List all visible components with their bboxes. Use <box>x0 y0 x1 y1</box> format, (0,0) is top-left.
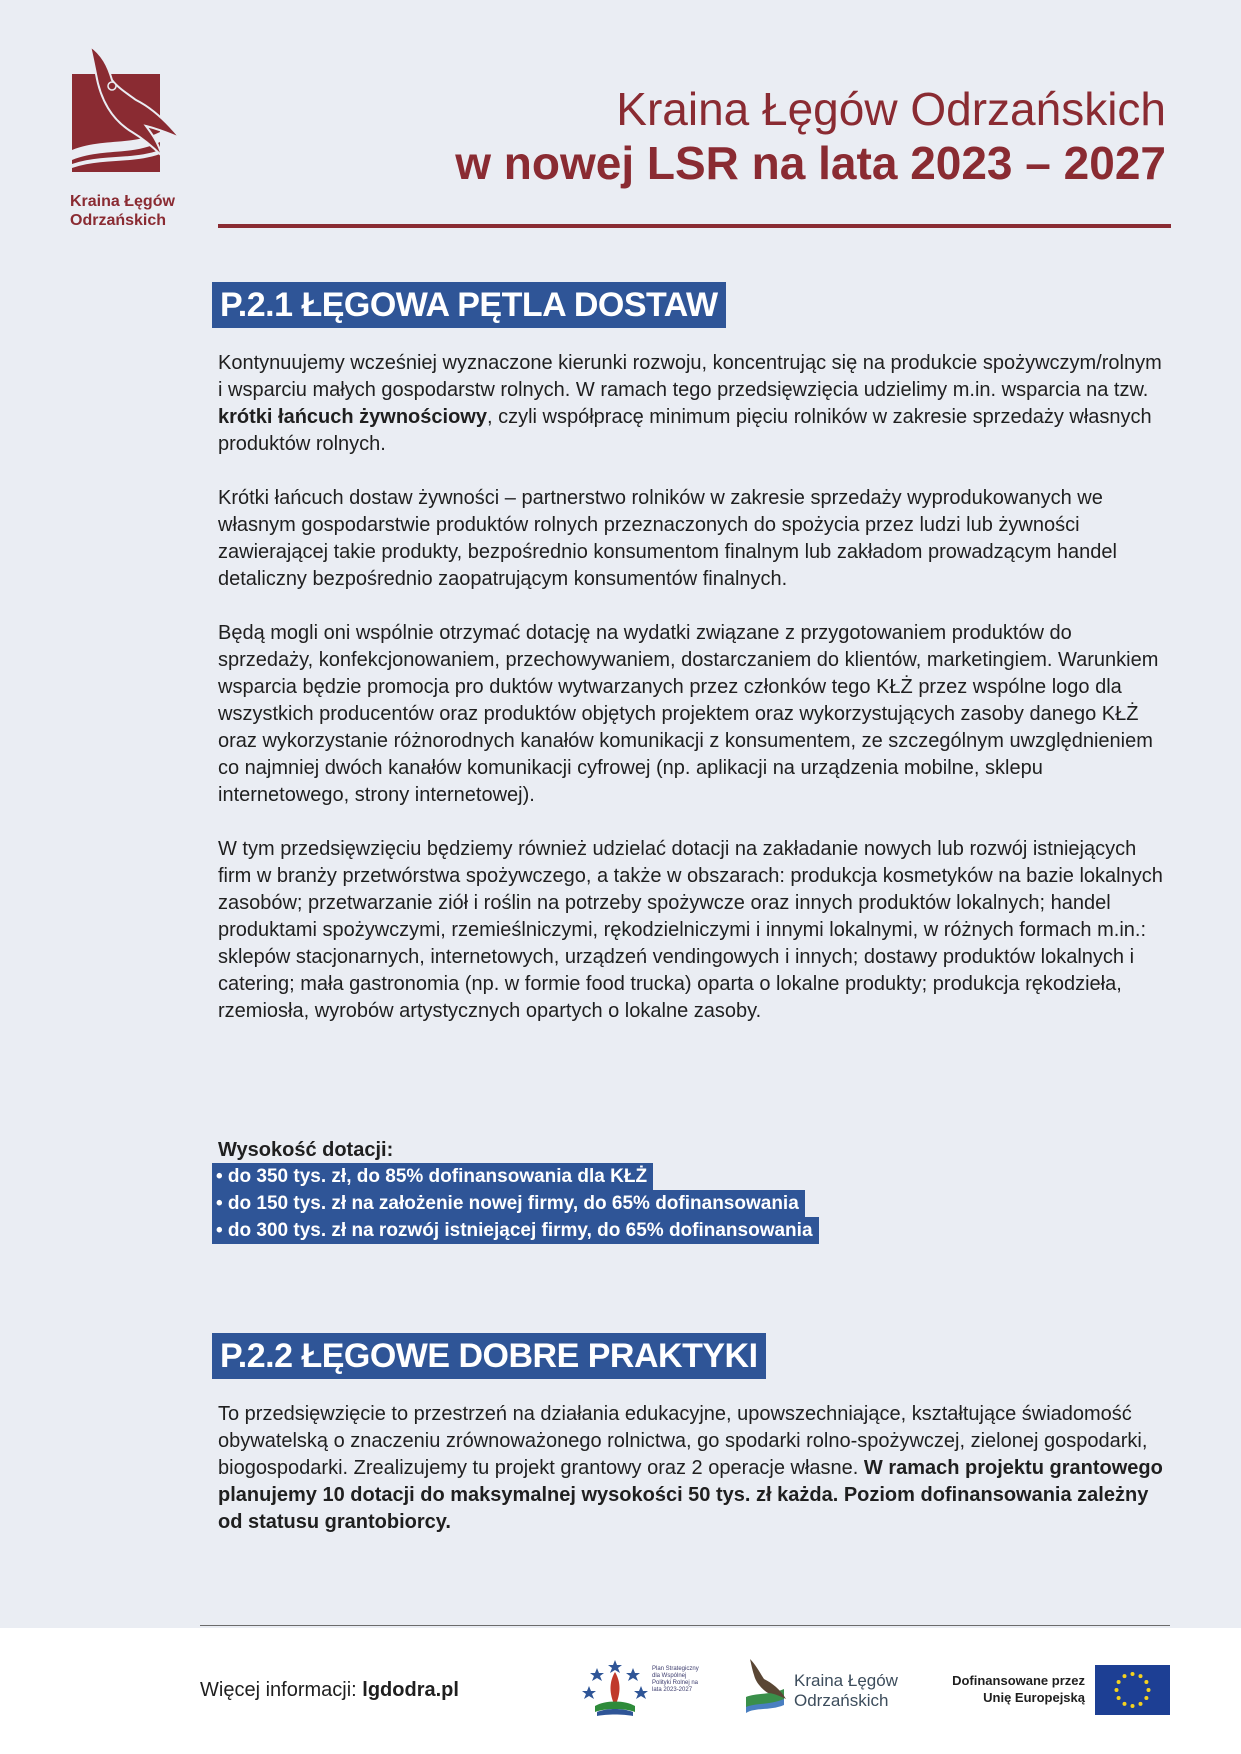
header-divider <box>218 224 1171 228</box>
section2-body <box>218 1401 1163 1563</box>
grant-amount-list <box>212 1163 819 1244</box>
section1-paragraph-1 <box>218 350 1163 458</box>
eagle-small-icon <box>742 1657 788 1713</box>
footer-logo-text <box>794 1671 898 1711</box>
footer-logo-line1: Kraina Łęgów <box>794 1671 898 1690</box>
section1-p1-text-b: , czyli współpracę minimum pięciu rolników w zakresie sprzedaży własnych produktów rolnych. <box>218 406 1152 455</box>
section1-p1-bold: krótki łańcuch żywnościowy <box>218 406 487 428</box>
page-title <box>455 82 1166 190</box>
eu-flag-icon <box>1095 1665 1170 1715</box>
logo-text-line1: Kraina Łęgów <box>70 193 175 210</box>
eu-funding-text <box>935 1672 1085 1706</box>
grant-amount-item: • do 150 tys. zł na założenie nowej firmy, do 65% dofinansowania <box>212 1190 805 1217</box>
section1-body <box>218 350 1163 1052</box>
section1-p1-text-a: Kontynuujemy wcześniej wyznaczone kierunki rozwoju, koncentrując się na produkcie spożywczym/rolnym i wsparciu małych gospodarstw rolnych. W ramach tego przedsięwzięcia udzielimy m.in. wsparcia na tzw. <box>218 352 1162 401</box>
footer-kraina-logo <box>742 1657 912 1719</box>
eu-funding-line1: Dofinansowane przez <box>952 1673 1085 1688</box>
section2-p1-text: To przedsięwzięcie to przestrzeń na działania edukacyjne, upowszechniające, kształtujące świadomość obywatelską o znaczeniu zrównoważonego rolnictwa, go spodarki rolno-spożywczej, zielonej gospodarki, biogospodarki. Zrealizujemy tu projekt grantowy oraz 2 operacje własne. <box>218 1403 1148 1479</box>
psp-emblem-icon <box>575 1654 655 1720</box>
more-info-label: Więcej informacji: <box>200 1679 357 1701</box>
section-heading-p21: P.2.1 ŁĘGOWA PĘTLA DOSTAW <box>212 282 726 328</box>
section1-paragraph-3: Będą mogli oni wspólnie otrzymać dotację na wydatki związane z przygotowaniem produktów do sprzedaży, konfekcjonowaniem, przechowywaniem, dostarczaniem do klientów, marketingiem. Warunkiem wsparcia będzie promocja pro duktów wytwarzanych przez członków tego KŁŻ przez wspólne logo dla wszystkich producentów oraz produktów objętych projektem oraz wykorzystujących zasoby danego KŁŻ oraz wykorzystanie różnorodnych kanałów komunikacji z konsumentem, ze szczególnym uwzględnieniem co najmniej dwóch kanałów komunikacji cyfrowej (np. aplikacji na urządzenia mobilne, sklepu internetowego, strony internetowej). <box>218 622 1159 806</box>
section2-p1-bold: W ramach projektu grantowego planujemy 10 dotacji do maksymalnej wysokości 50 tys. zł każda. Poziom dofinansowania zależny od statusu grantobiorcy. <box>218 1457 1163 1533</box>
grant-amount-item: • do 300 tys. zł na rozwój istniejącej firmy, do 65% dofinansowania <box>212 1217 819 1244</box>
section-heading-p22: P.2.2 ŁĘGOWE DOBRE PRAKTYKI <box>212 1333 766 1379</box>
page-title-line1: Kraina Łęgów Odrzańskich <box>616 83 1166 135</box>
website-link[interactable]: lgdodra.pl <box>362 1679 459 1701</box>
footer-divider <box>200 1625 1170 1626</box>
logo-text-line2: Odrzańskich <box>70 212 167 229</box>
eu-funding-line2: Unię Europejską <box>983 1690 1085 1705</box>
more-info <box>200 1677 459 1703</box>
logo-text <box>70 192 175 230</box>
section1-paragraph-4: W tym przedsięwzięciu będziemy również udzielać dotacji na zakładanie nowych lub rozwój istniejących firm w branży przetwórstwa spożywczego, a także w obszarach: produkcja kosmetyków na bazie lokalnych zasobów; przetwarzanie ziół i roślin na potrzeby spożywcze oraz innych produktów lokalnych; handel produktami spożywczymi, rzemieślniczymi, rękodzielniczymi i innymi lokalnymi, w różnych formach m.in.: sklepów stacjonarnych, internetowych, urządzeń vendingowych i innych; dostawy produktów lokalnych i catering; mała gastronomia (np. w formie food trucka) oparta o lokalne produkty; produkcja rękodzieła, rzemiosła, wyrobów artystycznych opartych o lokalne zasoby. <box>218 838 1163 1022</box>
kraina-legow-logo <box>62 46 212 236</box>
footer-logo-line2: Odrzańskich <box>794 1691 889 1710</box>
grant-amount-label: Wysokość dotacji: <box>218 1139 394 1161</box>
eagle-logo-icon <box>62 46 212 191</box>
section1-paragraph-2: Krótki łańcuch dostaw żywności – partnerstwo rolników w zakresie sprzedaży wyprodukowanych we własnym gospodarstwie produktów rolnych przeznaczonych do spożycia przez ludzi lub żywności zawierającej takie produkty, bezpośrednio konsumentom finalnym lub zakładom prowadzącym handel detaliczny bezpośrednio zaopatrującym konsumentów finalnych. <box>218 487 1117 590</box>
grant-amount-item: • do 350 tys. zł, do 85% dofinansowania dla KŁŻ <box>212 1163 653 1190</box>
page-title-line2: w nowej LSR na lata 2023 – 2027 <box>455 137 1166 189</box>
section2-paragraph-1 <box>218 1401 1163 1536</box>
psp-text: Plan Strategiczny dla Wspólnej Polityki Rolnej na lata 2023-2027 <box>652 1666 699 1693</box>
